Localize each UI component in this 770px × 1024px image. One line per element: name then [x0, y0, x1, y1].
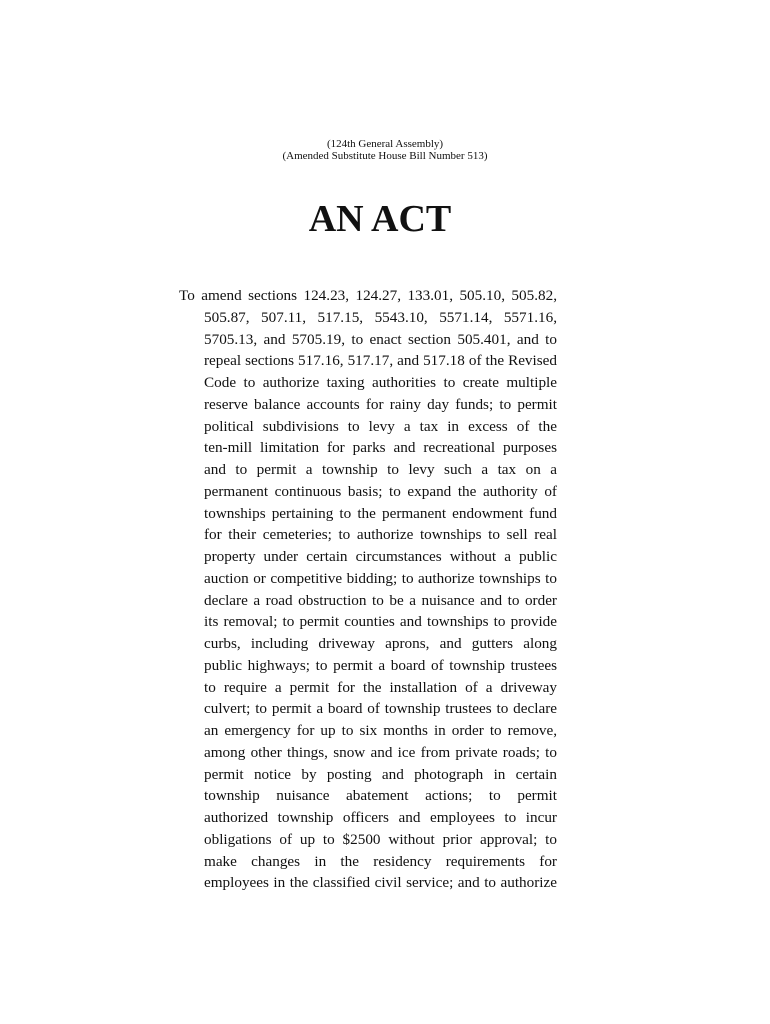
body-line: its removal; to permit counties and townships to provide — [204, 613, 557, 631]
body-line: repeal sections 517.16, 517.17, and 517.18 of the Revised — [204, 352, 557, 370]
body-line: obligations of up to $2500 without prior approval; to — [204, 830, 557, 848]
document-header — [0, 138, 770, 162]
body-line: curbs, including driveway aprons, and gutters along — [204, 635, 557, 652]
body-line: to require a permit for the installation of a driveway — [204, 678, 557, 696]
body-line: authorized township officers and employees to incur — [204, 809, 557, 826]
body-line: 505.87, 507.11, 517.15, 5543.10, 5571.14, 5571.16, — [204, 308, 557, 326]
body-line: 5705.13, and 5705.19, to enact section 505.401, and to — [204, 330, 557, 348]
body-line: Code to authorize taxing authorities to create multiple — [204, 374, 557, 391]
assembly-line: (124th General Assembly) — [326, 138, 444, 150]
body-line: To amend sections 124.23, 124.27, 133.01, 505.10, 505.82, — [179, 287, 557, 304]
body-line: auction or competitive bidding; to authorize townships to — [204, 569, 557, 587]
body-line: property under certain circumstances without a public — [204, 548, 557, 565]
act-title: AN ACT — [308, 198, 452, 240]
body-line: permit notice by posting and photograph in certain — [204, 765, 557, 783]
body-line: culvert; to permit a board of township trustees to declare — [204, 700, 557, 718]
body-line: reserve balance accounts for rainy day funds; to permit — [204, 395, 557, 413]
body-line: and to permit a township to levy such a tax on a — [204, 461, 557, 478]
body-line: declare a road obstruction to be a nuisance and to order — [204, 591, 557, 609]
body-line: permanent continuous basis; to expand the authority of — [204, 482, 557, 500]
body-line: employees in the classified civil service; and to authorize — [204, 874, 557, 892]
body-line: among other things, snow and ice from private roads; to — [204, 743, 557, 761]
body-line: make changes in the residency requirements for — [204, 852, 557, 870]
act-body — [179, 285, 557, 894]
body-line: townships pertaining to the permanent endowment fund — [204, 504, 557, 522]
body-line: ten-mill limitation for parks and recreational purposes — [204, 439, 557, 457]
bill-number-line: (Amended Substitute House Bill Number 513) — [282, 150, 488, 162]
body-line: an emergency for up to six months in order to remove, — [204, 722, 557, 739]
body-line: public highways; to permit a board of township trustees — [204, 656, 557, 674]
body-line: for their cemeteries; to authorize townships to sell real — [204, 526, 557, 544]
body-line: township nuisance abatement actions; to permit — [204, 787, 557, 805]
body-line: political subdivisions to levy a tax in excess of the — [204, 417, 557, 435]
